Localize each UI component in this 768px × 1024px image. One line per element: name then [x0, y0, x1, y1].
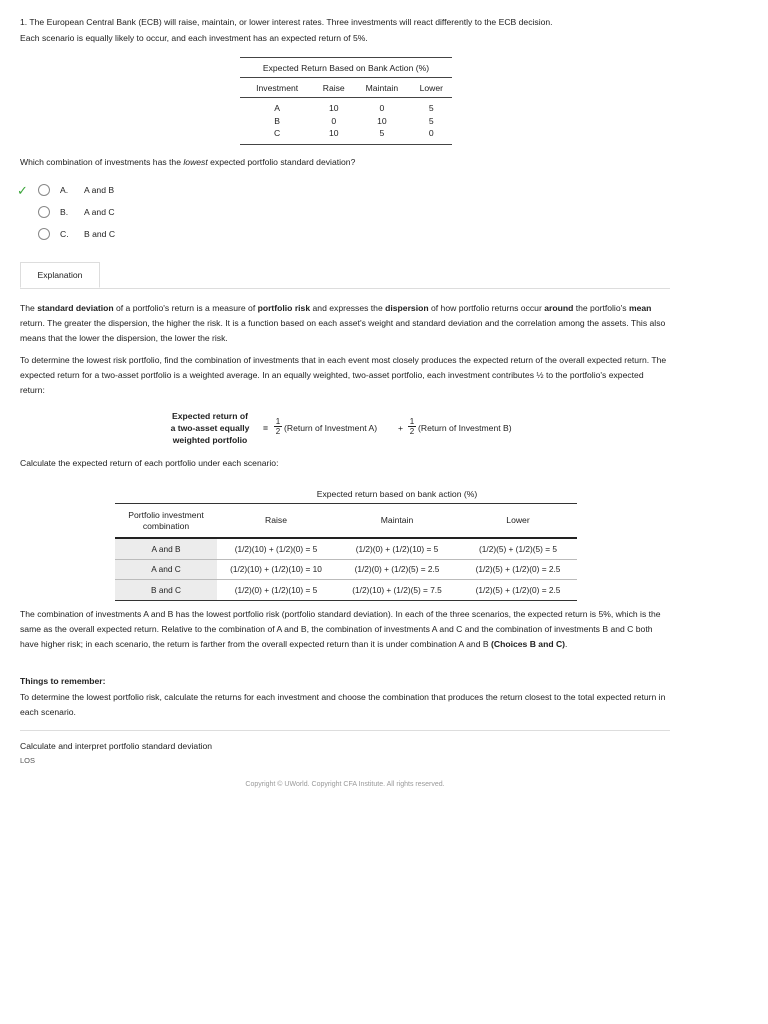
table-cell: (1/2)(0) + (1/2)(10) = 5	[335, 538, 459, 559]
explanation-bold-text: portfolio risk	[257, 303, 311, 313]
question-text-line-1: 1. The European Central Bank (ECB) will raise, maintain, or lower interest rates. Three investments will react differently to the ECB decision.	[20, 17, 553, 27]
table-cell: (1/2)(5) + (1/2)(0) = 2.5	[459, 559, 577, 580]
returns-table-header: Maintain	[353, 78, 410, 98]
table-cell: (1/2)(0) + (1/2)(10) = 5	[217, 580, 335, 601]
table-cell: 5	[353, 127, 410, 144]
explanation-bold-text: (Choices B and C)	[491, 639, 566, 649]
table-cell: (1/2)(0) + (1/2)(5) = 2.5	[335, 559, 459, 580]
table-cell: 10	[328, 103, 339, 113]
explanation-text: .	[565, 639, 568, 649]
table-cell: (1/2)(5) + (1/2)(5) = 5	[459, 538, 577, 559]
table-cell: (1/2)(5) + (1/2)(0) = 2.5	[459, 580, 577, 601]
formula-term-a: (Return of Investment A)	[284, 423, 378, 433]
explanation-text: of a portfolio's return is a measure of	[113, 303, 258, 313]
formula-plus: +	[398, 423, 404, 433]
formula-fraction-half	[274, 417, 282, 436]
explanation-text: the portfolio's	[573, 303, 629, 313]
question-prompt	[20, 157, 355, 167]
choice-text: A and B	[84, 185, 115, 195]
explanation-paragraph-1	[20, 301, 670, 346]
table-cell: 0	[379, 103, 385, 113]
table-row	[115, 580, 577, 601]
table-cell: 0	[411, 127, 452, 144]
table-cell: 0	[331, 115, 337, 126]
table-cell: 5	[428, 115, 434, 126]
table-cell: A	[274, 103, 281, 113]
table-cell: 10	[314, 127, 353, 144]
table-cell: 5	[428, 103, 434, 113]
table-row	[115, 538, 577, 559]
formula-left-side	[160, 410, 260, 446]
table-row	[240, 98, 452, 115]
formula-left-line: Expected return of	[172, 411, 248, 421]
table-cell: 10	[377, 115, 387, 126]
radio-button-icon[interactable]	[38, 206, 50, 218]
fraction-denominator: 2	[409, 427, 415, 436]
explanation-bold-text: standard deviation	[37, 303, 114, 313]
explanation-text: and expresses the	[310, 303, 386, 313]
returns-table-caption: Expected Return Based on Bank Action (%)	[240, 58, 452, 78]
explanation-text: return. The greater the dispersion, the higher the risk. It is a function based on each asset's weight and standard deviation and the correlation among the assets. This also means that the lower the dispersion, the lower the risk.	[20, 318, 666, 343]
table-cell: A and B	[115, 538, 217, 559]
explanation-bold-text: around	[544, 303, 574, 313]
formula-term-b: (Return of Investment B)	[418, 423, 512, 433]
choice-text: A and C	[84, 207, 115, 217]
prompt-text: expected portfolio standard deviation?	[207, 157, 356, 167]
portfolio-table-header: Maintain	[335, 504, 459, 539]
fraction-numerator: 1	[275, 417, 281, 426]
table-cell: B	[274, 115, 281, 126]
radio-button-icon[interactable]	[38, 228, 50, 240]
explanation-paragraph-3: Calculate the expected return of each portfolio under each scenario:	[20, 458, 279, 468]
table-cell: (1/2)(10) + (1/2)(0) = 5	[217, 538, 335, 559]
explanation-paragraph-2: To determine the lowest risk portfolio, find the combination of investments that in each event most closely produces the expected return of the overall expected return. The expected return for a two-asset portfolio is a weighted average. In an equally weighted, two-asset portfolio, each investment contributes ½ to the portfolio's expected return:	[20, 355, 667, 395]
portfolio-table-header: Lower	[459, 504, 577, 539]
question-text-line-2: Each scenario is equally likely to occur, and each investment has an expected return of 5%.	[20, 33, 368, 43]
portfolio-returns-table	[115, 484, 577, 601]
tab-bar	[20, 262, 670, 289]
tab-explanation[interactable]: Explanation	[20, 262, 100, 288]
table-row	[240, 127, 452, 144]
returns-table-header: Raise	[314, 78, 353, 98]
choice-letter: C.	[60, 229, 69, 239]
portfolio-table-caption: Expected return based on bank action (%)	[217, 484, 577, 504]
table-cell: C	[240, 127, 314, 144]
explanation-text: The combination of investments A and B has the lowest portfolio risk (portfolio standard deviation). In each of the three scenarios, the expected return is 5%, which is the same as the overall expected return. Relative to the combination of A and B, the combination of investments A and C and the combination of investments B and C both have higher risk; in each scenario, the return is farther from the overall expected return than it is under combination A and B	[20, 609, 661, 649]
table-cell: (1/2)(10) + (1/2)(10) = 10	[217, 559, 335, 580]
explanation-paragraph-4	[20, 607, 670, 652]
returns-table-header: Lower	[411, 78, 452, 98]
things-to-remember-text: To determine the lowest portfolio risk, calculate the returns for each investment and choose the combination that produces the return closest to the total expected return in each scenario.	[20, 692, 666, 717]
table-cell: A and C	[115, 559, 217, 580]
table-cell: B and C	[115, 580, 217, 601]
returns-table	[240, 57, 452, 145]
correct-check-icon: ✓	[17, 182, 28, 198]
returns-table-header: Investment	[240, 78, 314, 98]
fraction-denominator: 2	[275, 427, 281, 436]
explanation-bold-text: mean	[628, 303, 652, 313]
choice-letter: B.	[60, 207, 69, 217]
question-stem	[20, 14, 670, 46]
learning-topic: Calculate and interpret portfolio standard deviation	[20, 741, 213, 751]
prompt-text: Which combination of investments has the	[20, 157, 184, 167]
explanation-bold-text: dispersion	[385, 303, 429, 313]
formula-equals: =	[263, 423, 269, 433]
section-divider	[20, 730, 670, 731]
explanation-text: of how portfolio returns occur	[428, 303, 545, 313]
copyright-notice: Copyright © UWorld. Copyright CFA Institute. All rights reserved.	[245, 781, 445, 788]
portfolio-table-header: Portfolio investment combination	[115, 504, 217, 539]
fraction-numerator: 1	[409, 417, 415, 426]
table-cell: (1/2)(10) + (1/2)(5) = 7.5	[335, 580, 459, 601]
formula-fraction-half	[408, 417, 416, 436]
table-row	[240, 115, 452, 128]
formula-left-line: a two-asset equally	[170, 423, 250, 433]
portfolio-table-header: Raise	[217, 504, 335, 539]
table-row	[115, 559, 577, 580]
things-to-remember-heading: Things to remember:	[20, 676, 106, 686]
formula-left-line: weighted portfolio	[172, 435, 248, 445]
choice-letter: A.	[60, 185, 69, 195]
los-label: LOS	[20, 756, 36, 765]
radio-button-icon[interactable]	[38, 184, 50, 196]
prompt-emphasis: lowest	[183, 157, 208, 167]
explanation-text: The	[20, 303, 38, 313]
choice-text: B and C	[84, 229, 116, 239]
